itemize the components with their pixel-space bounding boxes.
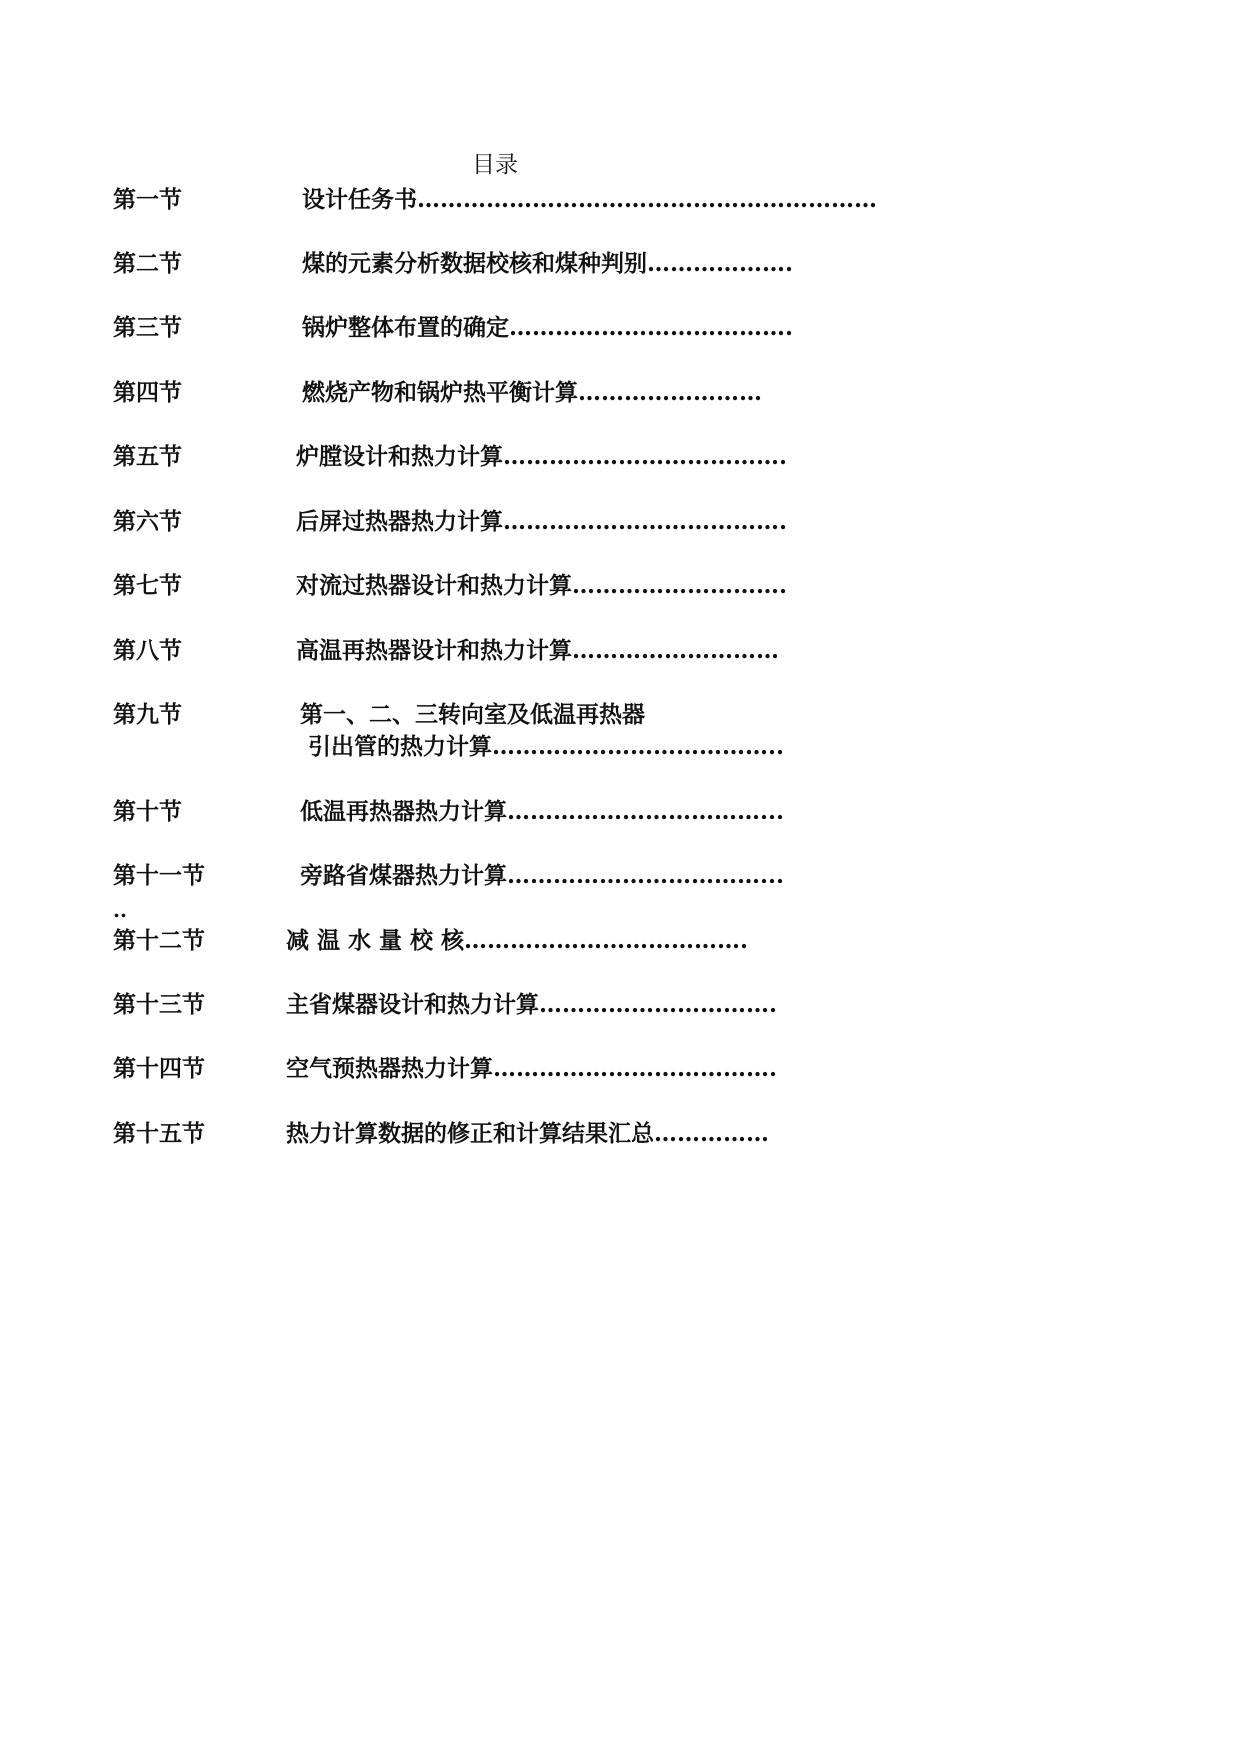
toc-entry-text-continued: 引出管的热力计算………………………………..: [308, 733, 785, 760]
toc-entry-text: 锅炉整体布置的确定……………………………….: [302, 314, 794, 341]
toc-section-number: 第一节: [113, 186, 182, 213]
toc-entry-text: 燃烧产物和锅炉热平衡计算……………………: [302, 379, 762, 406]
toc-entry-text: 后屏过热器热力计算……………………………….: [296, 508, 788, 535]
toc-entry: [0, 311, 1241, 345]
toc-section-number: 第四节: [113, 379, 182, 406]
toc-entry: [0, 859, 1241, 893]
toc-entry-text: 第一、二、三转向室及低温再热器: [300, 701, 645, 728]
toc-entry: [0, 634, 1241, 668]
toc-section-number: 第三节: [113, 314, 182, 341]
toc-section-number: 第二节: [113, 250, 182, 277]
toc-entry: [0, 505, 1241, 539]
toc-entry-text: 炉膛设计和热力计算……………………………….: [296, 443, 788, 470]
toc-entry-text: 主省煤器设计和热力计算………………………….: [286, 991, 778, 1018]
toc-entry-text: 设计任务书……………………………………………………: [302, 186, 877, 213]
toc-entry: [0, 1052, 1241, 1086]
toc-entry: [0, 183, 1241, 217]
toc-section-number: 第十一节: [113, 862, 205, 889]
toc-entry-text: 煤的元素分析数据校核和煤种判别……………….: [302, 250, 794, 277]
toc-entry: [0, 440, 1241, 474]
stray-mark: ..: [113, 898, 127, 922]
toc-entry-text: 热力计算数据的修正和计算结果汇总……………: [286, 1120, 769, 1147]
toc-section-number: 第六节: [113, 508, 182, 535]
toc-entry-text: 减 温 水 量 校 核……………………………….: [286, 927, 749, 954]
toc-section-number: 第七节: [113, 572, 182, 599]
toc-entry-text: 低温再热器热力计算……………………………...: [300, 798, 785, 825]
toc-title: 目录: [472, 152, 518, 178]
toc-entry: [0, 376, 1241, 410]
toc-section-number: 第八节: [113, 637, 182, 664]
toc-entry: [0, 924, 1241, 958]
toc-entry: [0, 988, 1241, 1022]
toc-entry-text: 高温再热器设计和热力计算………………………: [296, 637, 779, 664]
toc-section-number: 第十节: [113, 798, 182, 825]
toc-section-number: 第十四节: [113, 1055, 205, 1082]
toc-entry: [0, 698, 1241, 768]
toc-entry: [0, 569, 1241, 603]
toc-entry: [0, 1117, 1241, 1151]
toc-entry-text: 对流过热器设计和热力计算……………………….: [296, 572, 788, 599]
toc-entry: [0, 795, 1241, 829]
toc-section-number: 第五节: [113, 443, 182, 470]
toc-section-number: 第九节: [113, 701, 182, 728]
toc-entry-text: 空气预热器热力计算……………………………….: [286, 1055, 778, 1082]
toc-section-number: 第十三节: [113, 991, 205, 1018]
toc-section-number: 第十五节: [113, 1120, 205, 1147]
toc-section-number: 第十二节: [113, 927, 205, 954]
toc-entry: [0, 247, 1241, 281]
toc-entry-text: 旁路省煤器热力计算……………………………...: [300, 862, 785, 889]
